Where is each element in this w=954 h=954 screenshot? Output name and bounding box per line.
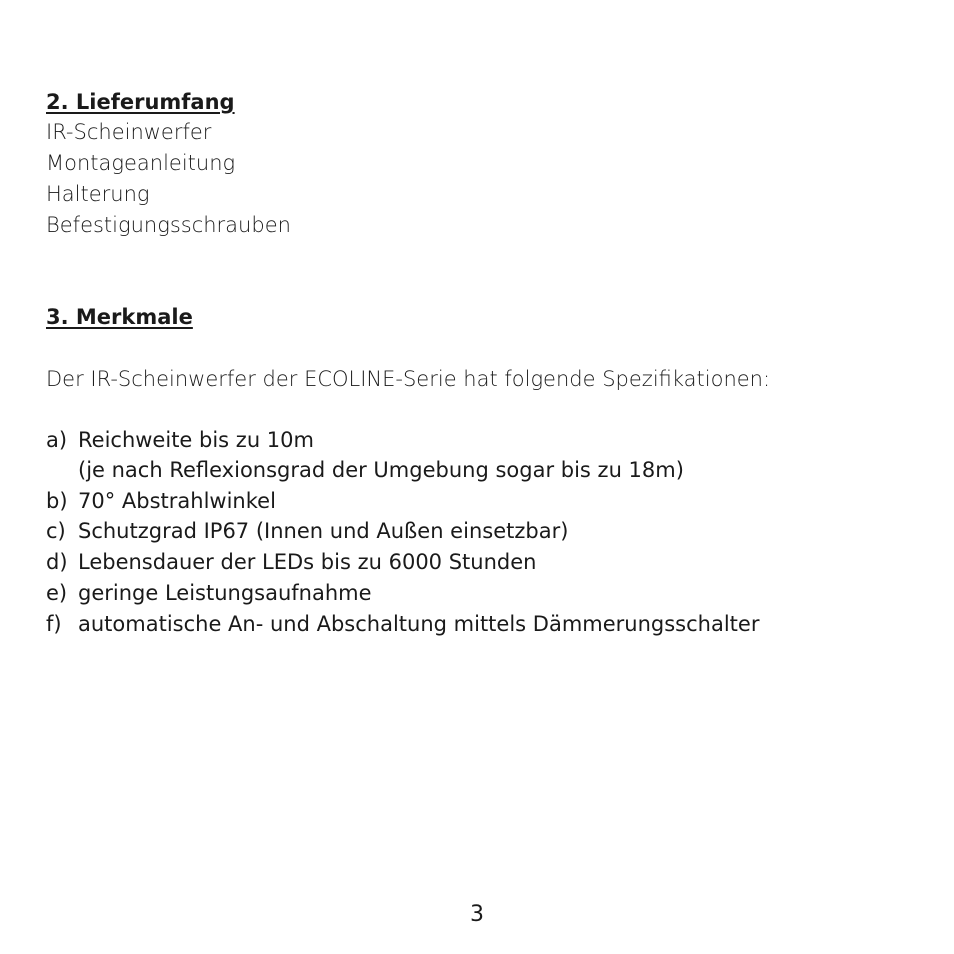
page-number: 3	[470, 902, 484, 927]
list-marker: d)	[46, 550, 68, 574]
list-item-text: Schutzgrad IP67 (Innen und Außen einsetzbar)	[78, 519, 569, 543]
feature-list-item	[46, 425, 314, 456]
features-intro: Der IR-Scheinwerfer der ECOLINE-Serie hat folgende Spezifikationen:	[46, 367, 771, 391]
list-marker: a)	[46, 428, 68, 452]
delivery-item: Montageanleitung	[46, 151, 236, 175]
list-item-text: geringe Leistungsaufnahme	[78, 581, 372, 605]
feature-list-item	[46, 547, 536, 578]
list-marker: c)	[46, 519, 66, 543]
list-marker: b)	[46, 489, 68, 513]
feature-list-item	[46, 578, 372, 609]
feature-list-item	[46, 609, 759, 640]
list-item-continuation: (je nach Reflexionsgrad der Umgebung sogar bis zu 18m)	[78, 458, 684, 482]
list-item-text: Lebensdauer der LEDs bis zu 6000 Stunden	[78, 550, 537, 574]
list-marker: e)	[46, 581, 68, 605]
delivery-item: Befestigungsschrauben	[46, 213, 291, 237]
list-marker: f)	[46, 612, 62, 636]
feature-list-item	[46, 486, 276, 517]
list-item-text: Reichweite bis zu 10m	[78, 428, 314, 452]
section-heading-lieferumfang: 2. Lieferumfang	[46, 90, 235, 114]
list-item-text: automatische An- und Abschaltung mittels Dämmerungsschalter	[78, 612, 760, 636]
section-heading-merkmale: 3. Merkmale	[46, 305, 193, 329]
feature-list-item	[46, 516, 568, 547]
delivery-item: IR-Scheinwerfer	[46, 120, 212, 144]
delivery-item: Halterung	[46, 182, 150, 206]
list-item-text: 70° Abstrahlwinkel	[78, 489, 276, 513]
